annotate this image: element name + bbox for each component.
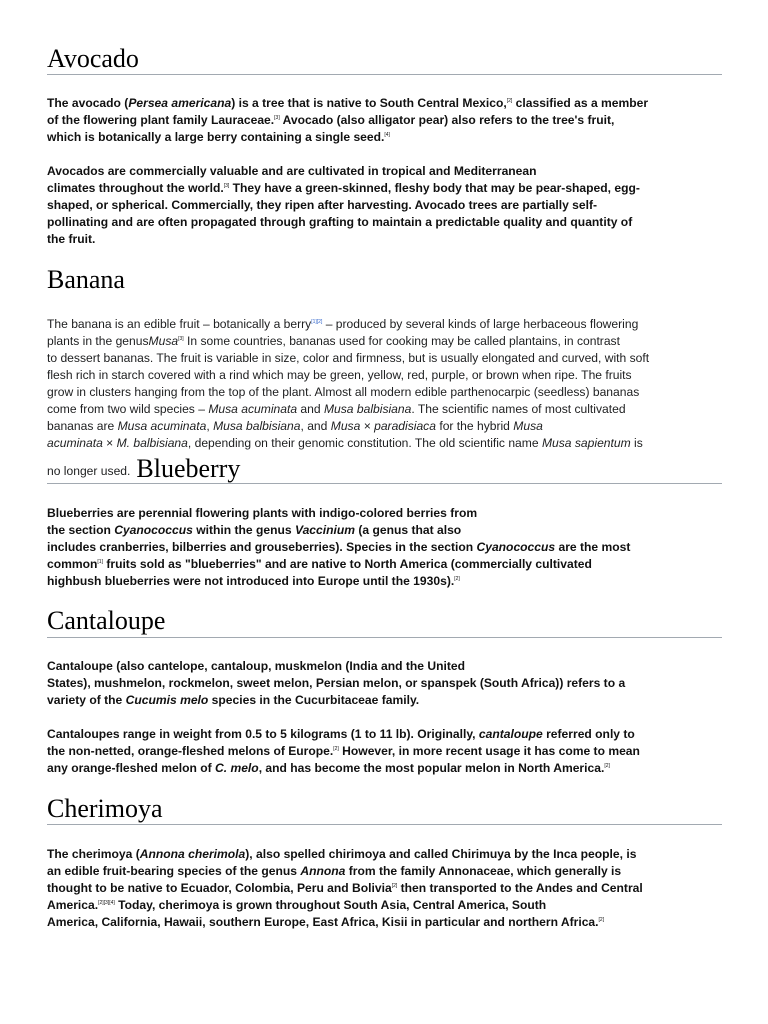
italic-text: Musa balbisiana xyxy=(213,419,301,433)
citation-ref[interactable]: [2][3][4] xyxy=(98,900,115,906)
text: Avocado (also alligator pear) also refers to the tree's fruit, xyxy=(279,113,615,127)
text: The avocado ( xyxy=(47,96,129,110)
citation-ref[interactable]: [2] xyxy=(391,883,398,889)
text: variety of the xyxy=(47,693,126,707)
italic-text: Musa acuminata xyxy=(117,419,207,433)
text: The cherimoya ( xyxy=(47,847,140,861)
italic-text: C. melo xyxy=(215,761,259,775)
text: The banana is an edible fruit – botanically a berry xyxy=(47,317,312,331)
text: In some countries, bananas used for cooking may be called plantains, in contrast xyxy=(183,334,620,348)
heading-banana: Banana xyxy=(47,265,125,294)
text: any orange-fleshed melon of xyxy=(47,761,215,775)
text: pollinating and are often propagated through grafting to maintain a predictable quality and quantity of xyxy=(47,215,633,229)
citation-ref[interactable]: [3] xyxy=(178,336,184,342)
citation-ref[interactable]: [1] xyxy=(97,559,103,565)
text: Cantaloupe (also cantelope, cantaloup, muskmelon (India and the United xyxy=(47,659,465,673)
heading-cantaloupe: Cantaloupe xyxy=(47,606,166,635)
heading-rule xyxy=(47,74,722,75)
text: is xyxy=(630,436,643,450)
text: However, in more recent usage it has come to mean xyxy=(338,744,640,758)
text: , depending on their genomic constitution. The old scientific name xyxy=(187,436,542,450)
text: no longer used. xyxy=(47,464,131,478)
citation-ref[interactable]: [2] xyxy=(333,746,339,752)
italic-text: Vaccinium xyxy=(294,523,356,537)
citation-link[interactable]: [1][2] xyxy=(311,319,323,325)
text: plants in the genus xyxy=(47,334,149,348)
italic-text: Annona cherimola xyxy=(139,847,246,861)
text: thought to be native to Ecuador, Colombia, Peru and Bolivia xyxy=(47,881,392,895)
italic-text: Musa balbisiana xyxy=(323,402,412,416)
text: Cantaloupes range in weight from 0.5 to 5 kilograms (1 to 11 lb). Originally, xyxy=(47,727,479,741)
heading-rule xyxy=(47,637,722,638)
text: includes cranberries, bilberries and grouseberries). Species in the section xyxy=(47,540,477,554)
text: ) is a tree that is native to South Central Mexico, xyxy=(231,96,507,110)
citation-ref[interactable]: [2] xyxy=(506,98,513,104)
text: grow in clusters hanging from the top of the plant. Almost all modern edible parthenocarpic (seedless) bananas xyxy=(47,385,640,399)
text: highbush blueberries were not introduced into Europe until the 1930s). xyxy=(47,574,455,588)
text: × xyxy=(102,436,117,450)
text: Blueberries are perennial flowering plants with indigo-colored berries from xyxy=(47,506,478,520)
paragraph-banana xyxy=(47,316,727,483)
text: then transported to the Andes and Central xyxy=(397,881,643,895)
paragraph-cherimoya xyxy=(47,846,727,931)
italic-text: Cucumis melo xyxy=(125,693,209,707)
text: the fruit. xyxy=(47,232,96,246)
text: the non-netted, orange-fleshed melons of Europe. xyxy=(47,744,334,758)
italic-text: M. balbisiana xyxy=(116,436,188,450)
text: ), also spelled chirimoya and called Chirimuya by the Inca people, is xyxy=(245,847,637,861)
text: . The scientific names of most cultivated xyxy=(411,402,626,416)
text: for the hybrid xyxy=(435,419,514,433)
text: bananas are xyxy=(47,419,118,433)
citation-ref[interactable]: [2] xyxy=(454,576,460,582)
text: Avocados are commercially valuable and are cultivated in tropical and Mediterranean xyxy=(47,164,537,178)
text: from the family Annonaceae, which generally is xyxy=(345,864,622,878)
citation-ref[interactable]: [3] xyxy=(274,115,280,121)
text: within the genus xyxy=(192,523,295,537)
text: which is botanically a large berry containing a single seed. xyxy=(47,130,385,144)
text: Today, cherimoya is grown throughout South Asia, Central America, South xyxy=(114,898,547,912)
text: flesh rich in starch covered with a rind which may be green, yellow, red, purple, or brown when ripe. The fruits xyxy=(47,368,632,382)
text: States), mushmelon, rockmelon, sweet melon, Persian melon, or spanspek (South Africa)) refers to a xyxy=(47,676,626,690)
text: fruits sold as "blueberries" and are native to North America (commercially cultivated xyxy=(102,557,592,571)
text: , xyxy=(206,419,214,433)
italic-text: Musa × paradisiaca xyxy=(330,419,436,433)
italic-text: Cyanococcus xyxy=(114,523,193,537)
text: the section xyxy=(47,523,115,537)
text: common xyxy=(47,557,98,571)
text: , and has become the most popular melon in North America. xyxy=(258,761,605,775)
italic-text: Cyanococcus xyxy=(476,540,556,554)
text: America, California, Hawaii, southern Europe, East Africa, Kisii in particular and northern Africa. xyxy=(47,915,599,929)
italic-text: Musa sapientum xyxy=(541,436,631,450)
text: shaped, or spherical. Commercially, they ripen after harvesting. Avocado trees are partially self- xyxy=(47,198,598,212)
citation-ref[interactable]: [4] xyxy=(384,132,390,138)
italic-text: Musa xyxy=(148,334,179,348)
paragraph-avocado-1 xyxy=(47,95,727,146)
heading-cherimoya: Cherimoya xyxy=(47,794,163,823)
text: of the flowering plant family Lauraceae. xyxy=(47,113,275,127)
text: and xyxy=(297,402,324,416)
text: America. xyxy=(47,898,99,912)
italic-text: cantaloupe xyxy=(478,727,543,741)
text: species in the Cucurbitaceae family. xyxy=(208,693,420,707)
italic-text: acuminata xyxy=(47,436,103,450)
text: come from two wild species – xyxy=(47,402,209,416)
paragraph-cantaloupe-2 xyxy=(47,726,727,777)
paragraph-cantaloupe-1 xyxy=(47,658,727,709)
paragraph-blueberry xyxy=(47,505,727,590)
text: classified as a member xyxy=(512,96,649,110)
heading-avocado: Avocado xyxy=(47,44,139,73)
heading-rule xyxy=(47,483,722,484)
citation-ref[interactable]: [2] xyxy=(604,763,610,769)
citation-ref[interactable]: [2] xyxy=(598,917,605,923)
text: They have a green-skinned, fleshy body that may be pear-shaped, egg- xyxy=(229,181,640,195)
text: referred only to xyxy=(542,727,635,741)
text: an edible fruit-bearing species of the genus xyxy=(47,864,301,878)
heading-blueberry: Blueberry xyxy=(136,454,241,483)
text: , and xyxy=(300,419,331,433)
text: (a genus that also xyxy=(355,523,462,537)
text: are the most xyxy=(555,540,631,554)
heading-rule xyxy=(47,824,722,825)
italic-text: Musa xyxy=(513,419,543,433)
italic-text: Annona xyxy=(300,864,346,878)
text: to dessert bananas. The fruit is variable in size, color and firmness, but is usually elongated and curved, with soft xyxy=(47,351,650,365)
text: climates throughout the world. xyxy=(47,181,224,195)
italic-text: Musa acuminata xyxy=(208,402,298,416)
citation-ref[interactable]: [3] xyxy=(223,183,230,189)
paragraph-avocado-2 xyxy=(47,163,727,248)
text: – produced by several kinds of large herbaceous flowering xyxy=(322,317,639,331)
italic-text: Persea americana xyxy=(128,96,232,110)
